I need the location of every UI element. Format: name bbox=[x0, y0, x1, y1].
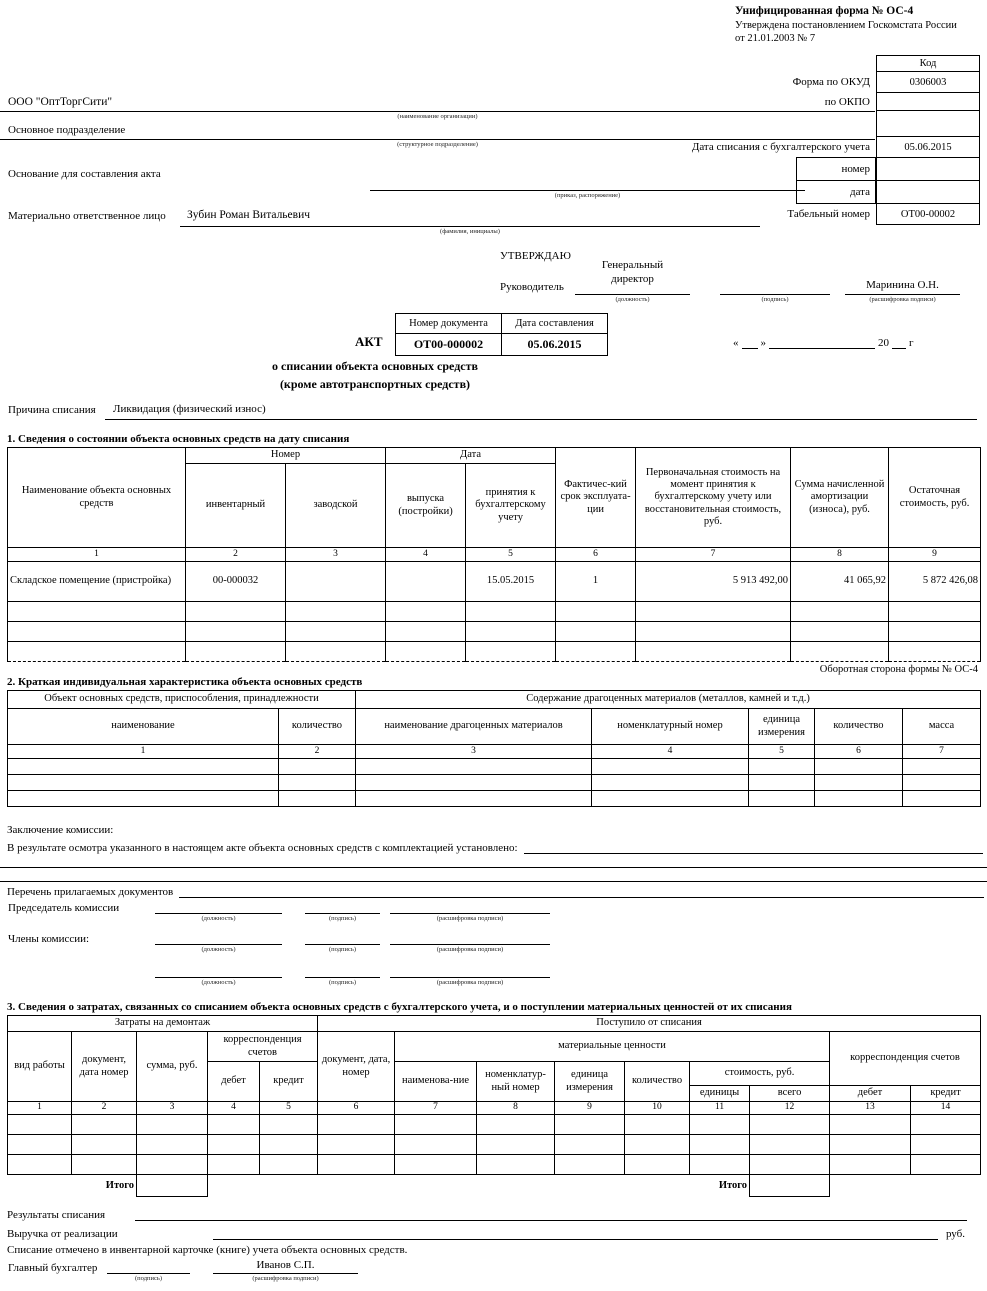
responsible-hint: (фамилия, инициалы) bbox=[440, 228, 500, 235]
t3-h-cost-group: стоимость, руб. bbox=[690, 1062, 830, 1086]
conclusion-line2 bbox=[0, 854, 987, 868]
reason-value: Ликвидация (физический износ) bbox=[113, 403, 266, 415]
chairman-row: Председатель комиссии (должность) (подпись) (расшифровка подписи) bbox=[0, 900, 987, 923]
docs-list-line bbox=[179, 884, 984, 898]
members-label: Члены комиссии: bbox=[8, 933, 90, 945]
signature-hint: (подпись) bbox=[761, 296, 789, 303]
reason-label: Причина списания bbox=[8, 404, 96, 416]
act-title: АКТ bbox=[355, 334, 383, 349]
t3-h-qty: количество bbox=[625, 1062, 690, 1102]
t3-h-corr-left: корреспонденция счетов bbox=[208, 1032, 318, 1062]
t1-h-residual: Остаточная стоимость, руб. bbox=[889, 448, 981, 548]
member2-decode-line bbox=[390, 964, 550, 978]
accountant-row: Главный бухгалтер (подпись) Иванов С.П. (расшифровка подписи) bbox=[0, 1259, 987, 1283]
costs-table: Затраты на демонтаж Поступило от списания вид работы документ, дата номер сумма, руб. корреспонденция счетов документ, дата, номер материальные ценности корреспонденция счетов дебет кредит наименова-ние номенклатур-ный номер единица измерения количество стоимость, руб. единицы всего дебет кредит 1 2 3 4 5 6 7 8 9 10 11 12 13 14 Итого Итого bbox=[7, 1015, 981, 1197]
org-name-hint: (наименование организации) bbox=[397, 113, 478, 120]
totals-label-dismantle: Итого bbox=[105, 1179, 134, 1191]
responsible-label: Материально ответственное лицо bbox=[8, 210, 166, 222]
asset-accept-date: 15.05.2015 bbox=[466, 562, 556, 602]
okud-label: Форма по ОКУД bbox=[792, 76, 870, 88]
t3-h-mat-nomenclature: номенклатур-ный номер bbox=[477, 1062, 555, 1102]
doc-date-label: Дата составления bbox=[502, 314, 608, 334]
writeoff-date-label: Дата списания с бухгалтерского учета bbox=[691, 141, 870, 153]
results-label: Результаты списания bbox=[7, 1209, 106, 1221]
head-position-line2: директор bbox=[611, 273, 654, 285]
t3-h-corr-right: корреспонденция счетов bbox=[830, 1032, 981, 1086]
quote-close: » bbox=[760, 337, 766, 349]
accountant-signature-line bbox=[107, 1259, 190, 1274]
year-suffix: г bbox=[909, 337, 914, 349]
empty-row bbox=[8, 602, 981, 622]
asset-initial-cost: 5 913 492,00 bbox=[636, 562, 791, 602]
signature-line bbox=[720, 294, 830, 295]
reverse-side-note: Оборотная сторона формы № ОС-4 bbox=[819, 664, 978, 675]
section1-title: 1. Сведения о состоянии объекта основных средств на дату списания bbox=[7, 433, 350, 445]
act-subtitle2: (кроме автотранспортных средств) bbox=[279, 377, 471, 391]
t3-h-doc-right: документ, дата, номер bbox=[318, 1032, 395, 1102]
approve-label: УТВЕРЖДАЮ bbox=[500, 250, 571, 262]
t2-h-qty: количество bbox=[279, 709, 356, 745]
asset-row bbox=[8, 562, 981, 602]
head-position-line1: Генеральный bbox=[601, 259, 664, 271]
results-line bbox=[135, 1207, 967, 1221]
totals-label-received: Итого bbox=[718, 1179, 748, 1191]
t3-h-received-group: Поступило от списания bbox=[318, 1016, 981, 1032]
t3-h-sum: сумма, руб. bbox=[137, 1032, 208, 1102]
t3-h-mat-group: материальные ценности bbox=[395, 1032, 830, 1062]
t2-h-qty2: количество bbox=[815, 709, 903, 745]
totals-dismantle-sum-box bbox=[137, 1175, 208, 1197]
decode-line bbox=[845, 294, 960, 295]
member-row-1: Члены комиссии: (должность) (подпись) (расшифровка подписи) bbox=[0, 931, 987, 954]
t3-h-cost-total: всего bbox=[750, 1086, 830, 1102]
form-title: Унифицированная форма № ОС-4 bbox=[735, 5, 914, 17]
basis-line bbox=[370, 190, 805, 191]
t1-h-issue: выпуска (постройки) bbox=[386, 464, 466, 548]
t3-h-unit: единица измерения bbox=[555, 1062, 625, 1102]
division-line bbox=[0, 139, 875, 140]
characteristics-table: Объект основных средств, приспособления, принадлежности Содержание драгоценных материалов (металлов, камней и т.д.) наименование количество наименование драгоценных материалов номенклатурный номер единица измерения количество масса 1 2 3 4 5 6 7 bbox=[7, 690, 981, 807]
asset-factory bbox=[286, 562, 386, 602]
head-label: Руководитель bbox=[500, 281, 564, 293]
empty-row bbox=[8, 1135, 981, 1155]
code-header: Код bbox=[876, 55, 980, 72]
chairman-position-line bbox=[155, 900, 282, 914]
responsible-value: Зубин Роман Витальевич bbox=[187, 209, 311, 221]
t2-h-mass: масса bbox=[903, 709, 981, 745]
empty-row bbox=[8, 775, 981, 791]
chairman-decode-line bbox=[390, 900, 550, 914]
division-hint: (структурное подразделение) bbox=[397, 141, 478, 148]
empty-row bbox=[8, 622, 981, 642]
t1-h-factory: заводской bbox=[286, 464, 386, 548]
personnel-number-label: Табельный номер bbox=[787, 208, 870, 220]
t1-h-number-group: Номер bbox=[186, 448, 386, 464]
quote-open: « bbox=[733, 337, 739, 349]
empty-row bbox=[8, 791, 981, 807]
t3-h-doc-left: документ, дата номер bbox=[72, 1032, 137, 1102]
t1-h-initial-cost: Первоначальная стоимость на момент принятия к бухгалтерскому учету или восстановительная стоимость, руб. bbox=[636, 448, 791, 548]
t1-h-accept: принятия к бухгалтерскому учету bbox=[466, 464, 556, 548]
empty-row bbox=[8, 642, 981, 662]
t3-h-credit-left: кредит bbox=[260, 1062, 318, 1102]
assets-state-table: Наименование объекта основных средств Номер Дата Фактичес-кий срок эксплуата-ции Первоначальная стоимость на момент принятия к бухгалтерскому учету или восстановительная стоимость, руб. Сумма начисленной амортизации (износа), руб. Остаточная стоимость, руб. инвентарный заводской выпуска (постройки) принятия к бухгалтерскому учету 1 2 3 4 5 6 7 8 9 Складское помещение (пристройка) 00-000032 15.05.2015 1 5 913 492,00 41 065,92 5 872 426,08 bbox=[7, 447, 981, 662]
chairman-label: Председатель комиссии bbox=[8, 902, 120, 914]
t2-h-name: наименование bbox=[8, 709, 279, 745]
revenue-label: Выручка от реализации bbox=[7, 1228, 118, 1240]
totals-received-sum-box bbox=[750, 1175, 830, 1197]
conclusion-text: В результате осмотра указанного в настоящем акте объекта основных средств с комплектацией установлено: bbox=[7, 842, 518, 854]
t3-h-debit-right: дебет bbox=[830, 1086, 911, 1102]
conclusion-label: Заключение комиссии: bbox=[7, 824, 114, 836]
decode-hint: (расшифровка подписи) bbox=[869, 296, 936, 303]
empty-row bbox=[8, 1155, 981, 1175]
empty-row bbox=[8, 759, 981, 775]
reason-line bbox=[105, 419, 977, 420]
docs-list-label: Перечень прилагаемых документов bbox=[7, 886, 174, 898]
signature-name: Маринина О.Н. bbox=[866, 279, 939, 291]
manual-date-fill bbox=[733, 336, 914, 349]
basis-number-value bbox=[876, 157, 980, 181]
writeoff-date-value: 05.06.2015 bbox=[876, 136, 980, 158]
totals-row bbox=[8, 1175, 981, 1197]
personnel-number-value: ОТ00-00002 bbox=[876, 203, 980, 225]
t1-h-name: Наименование объекта основных средств bbox=[8, 448, 186, 548]
member1-signature-line bbox=[305, 931, 380, 945]
t2-h-unit: единица измерения bbox=[749, 709, 815, 745]
asset-issue-date bbox=[386, 562, 466, 602]
basis-number-label: номер bbox=[796, 157, 876, 181]
t1-h-depreciation: Сумма начисленной амортизации (износа), руб. bbox=[791, 448, 889, 548]
t1-h-date-group: Дата bbox=[386, 448, 556, 464]
t3-h-work-type: вид работы bbox=[8, 1032, 72, 1102]
approved-line2: от 21.01.2003 № 7 bbox=[735, 33, 816, 44]
section2-title: 2. Краткая индивидуальная характеристика объекта основных средств bbox=[7, 676, 363, 688]
revenue-line bbox=[213, 1226, 938, 1240]
t2-h-precious-group: Содержание драгоценных материалов (металлов, камней и т.д.) bbox=[356, 691, 981, 709]
okpo-value bbox=[876, 92, 980, 111]
basis-hint: (приказ, распоряжение) bbox=[554, 192, 621, 199]
empty-row bbox=[8, 1115, 981, 1135]
member1-decode-line bbox=[390, 931, 550, 945]
asset-name: Складское помещение (пристройка) bbox=[8, 562, 186, 602]
card-note: Списание отмечено в инвентарной карточке (книге) учета объекта основных средств. bbox=[7, 1244, 408, 1256]
doc-number-value: ОТ00-000002 bbox=[396, 334, 502, 356]
accountant-name: Иванов С.П. bbox=[213, 1259, 358, 1274]
empty-code-cell bbox=[876, 110, 980, 137]
t3-h-cost-unit: единицы bbox=[690, 1086, 750, 1102]
asset-residual: 5 872 426,08 bbox=[889, 562, 981, 602]
rub-label: руб. bbox=[945, 1228, 965, 1240]
year-prefix: 20 bbox=[878, 337, 889, 349]
doc-number-label: Номер документа bbox=[396, 314, 502, 334]
t3-h-mat-name: наименова-ние bbox=[395, 1062, 477, 1102]
t1-h-inventory: инвентарный bbox=[186, 464, 286, 548]
position-line bbox=[575, 294, 690, 295]
division-label: Основное подразделение bbox=[8, 124, 126, 136]
t2-h-object-group: Объект основных средств, приспособления, принадлежности bbox=[8, 691, 356, 709]
chairman-signature-line bbox=[305, 900, 380, 914]
t2-h-precious-name: наименование драгоценных материалов bbox=[356, 709, 592, 745]
responsible-line bbox=[180, 226, 760, 227]
position-hint: (должность) bbox=[615, 296, 650, 303]
approved-line1: Утверждена постановлением Госкомстата России bbox=[735, 20, 957, 31]
okud-value: 0306003 bbox=[876, 71, 980, 93]
act-number-table bbox=[395, 313, 608, 356]
t1-h-service: Фактичес-кий срок эксплуата-ции bbox=[556, 448, 636, 548]
member1-position-line bbox=[155, 931, 282, 945]
member2-signature-line bbox=[305, 964, 380, 978]
doc-date-value: 05.06.2015 bbox=[502, 334, 608, 356]
accountant-label: Главный бухгалтер bbox=[8, 1262, 98, 1274]
conclusion-line bbox=[524, 840, 983, 854]
t3-h-debit-left: дебет bbox=[208, 1062, 260, 1102]
t3-h-dismantle-group: Затраты на демонтаж bbox=[8, 1016, 318, 1032]
act-subtitle1: о списании объекта основных средств bbox=[272, 359, 478, 373]
org-name: ООО "ОптТоргСити" bbox=[8, 96, 113, 108]
okpo-label: по ОКПО bbox=[824, 95, 870, 108]
org-name-line bbox=[0, 111, 875, 112]
conclusion-line3 bbox=[0, 868, 987, 882]
basis-label: Основание для составления акта bbox=[8, 168, 161, 180]
asset-service-years: 1 bbox=[556, 562, 636, 602]
basis-date-value bbox=[876, 180, 980, 204]
t2-h-nomenclature: номенклатурный номер bbox=[592, 709, 749, 745]
t3-h-credit-right: кредит bbox=[911, 1086, 981, 1102]
asset-depreciation: 41 065,92 bbox=[791, 562, 889, 602]
member-row-2: (должность) (подпись) (расшифровка подписи) bbox=[0, 964, 987, 987]
member2-position-line bbox=[155, 964, 282, 978]
asset-inventory: 00-000032 bbox=[186, 562, 286, 602]
basis-date-label: дата bbox=[796, 180, 876, 204]
section3-title: 3. Сведения о затратах, связанных со списанием объекта основных средств с бухгалтерского учета, и о поступлении материальных ценностей от их списания bbox=[7, 1001, 792, 1013]
